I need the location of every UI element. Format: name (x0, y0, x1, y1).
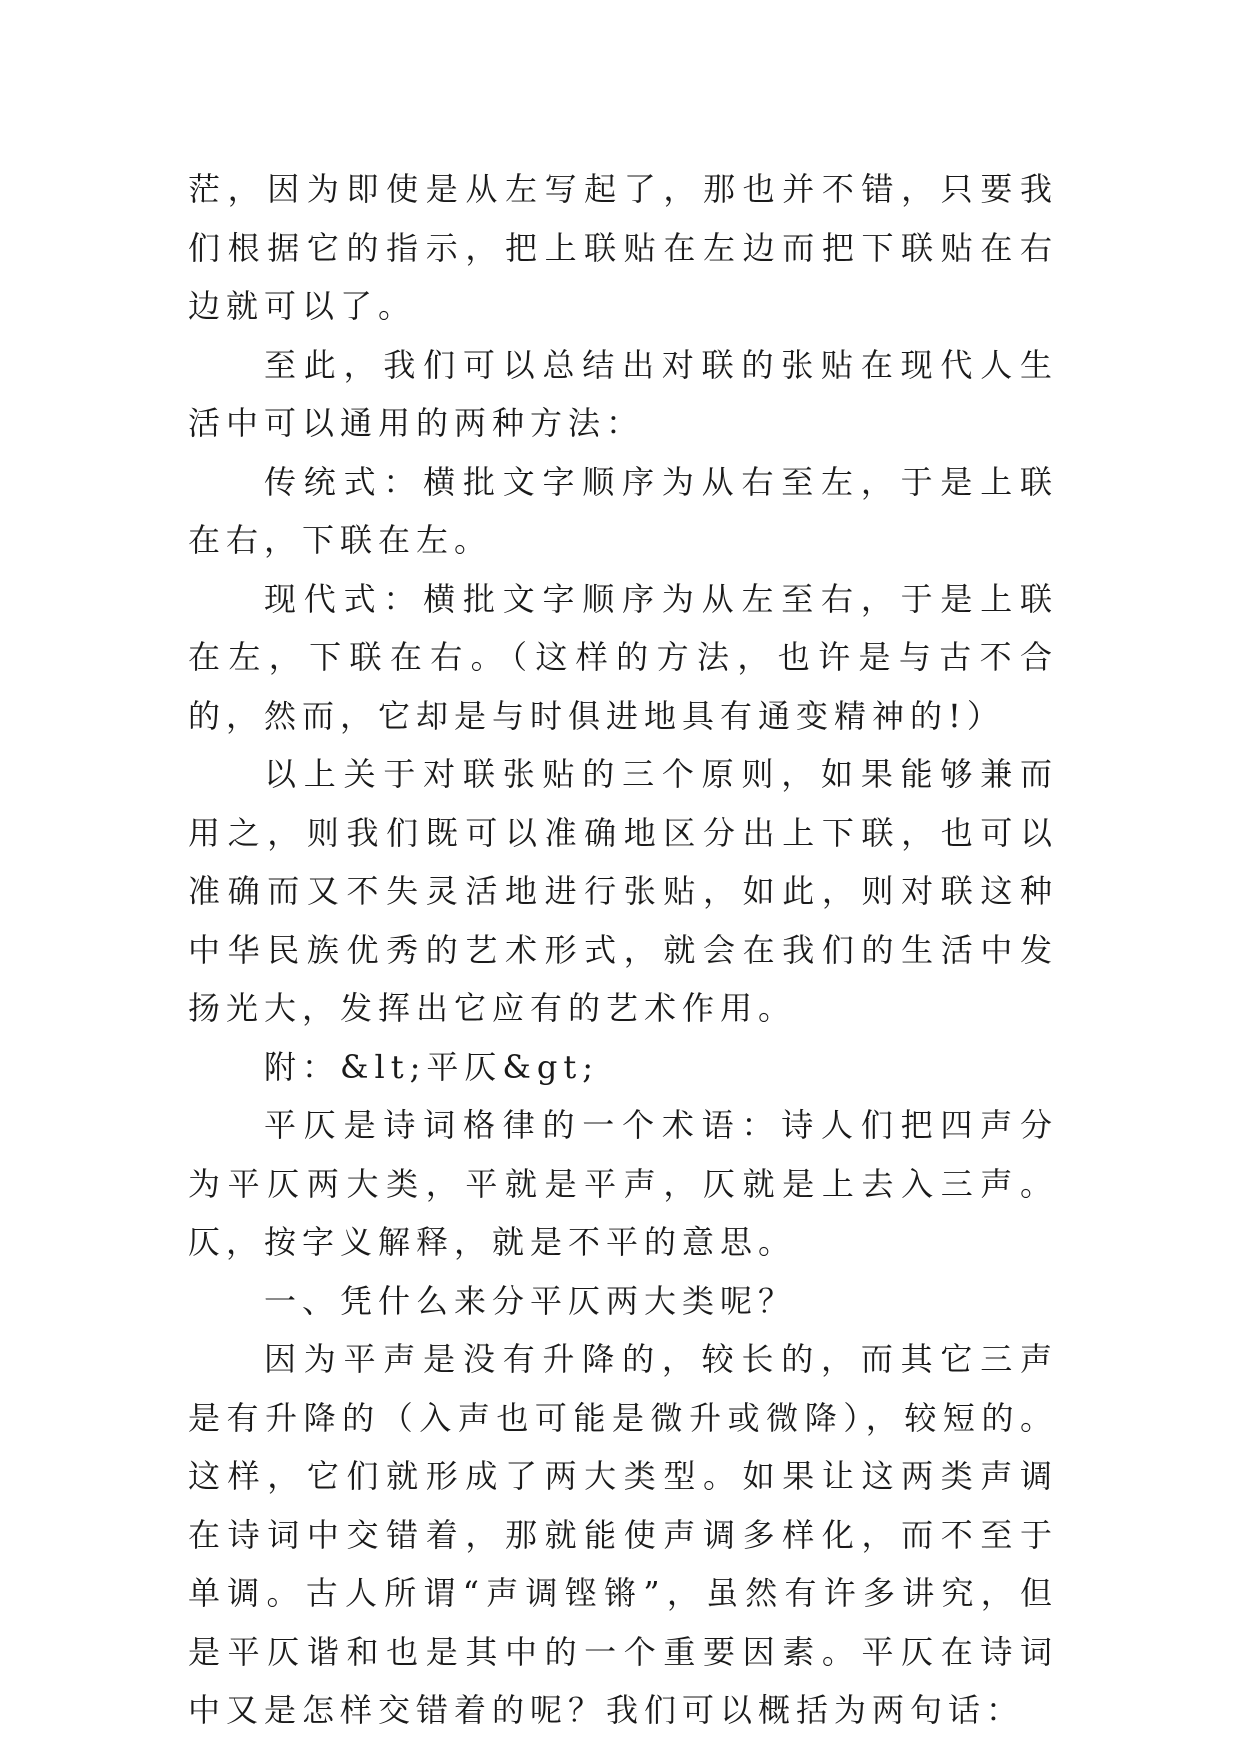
paragraph-summary-intro: 至此，我们可以总结出对联的张贴在现代人生活中可以通用的两种方法： (188, 345, 1058, 442)
paragraph-traditional-style: 传统式：横批文字顺序为从右至左，于是上联在右，下联在左。 (188, 462, 1058, 559)
paragraph-conclusion: 以上关于对联张贴的三个原则，如果能够兼而用之，则我们既可以准确地区分出上下联，也可以准确而又不失灵活地进行张贴，如此，则对联这种中华民族优秀的艺术形式，就会在我们的生活中发扬光大，发挥出它应有的艺术作用。 (188, 755, 1058, 1027)
paragraph-pingze-definition: 平仄是诗词格律的一个术语：诗人们把四声分为平仄两大类，平就是平声，仄就是上去入三声。仄，按字义解释，就是不平的意思。 (188, 1106, 1058, 1261)
paragraph-appendix-heading: 附：&lt;平仄&gt; (264, 1047, 599, 1086)
paragraph-pingze-explanation: 因为平声是没有升降的，较长的，而其它三声是有升降的（入声也可能是微升或微降），较短的。这样，它们就形成了两大类型。如果让这两类声调在诗词中交错着，那就能使声调多样化，而不至于单调。古人所谓“声调铿锵”，虽然有许多讲究，但是平仄谐和也是其中的一个重要因素。平仄在诗词中又是怎样交错着的呢？我们可以概括为两句话： (188, 1340, 1058, 1729)
paragraph-continuation: 茫，因为即使是从左写起了，那也并不错，只要我们根据它的指示，把上联贴在左边而把下联贴在右边就可以了。 (188, 170, 1058, 325)
document-body (188, 160, 1058, 1740)
paragraph-section-heading: 一、凭什么来分平仄两大类呢？ (264, 1281, 797, 1320)
paragraph-modern-style: 现代式：横批文字顺序为从左至右，于是上联在左，下联在右。（这样的方法，也许是与古不合的，然而，它却是与时俱进地具有通变精神的!） (188, 579, 1058, 735)
